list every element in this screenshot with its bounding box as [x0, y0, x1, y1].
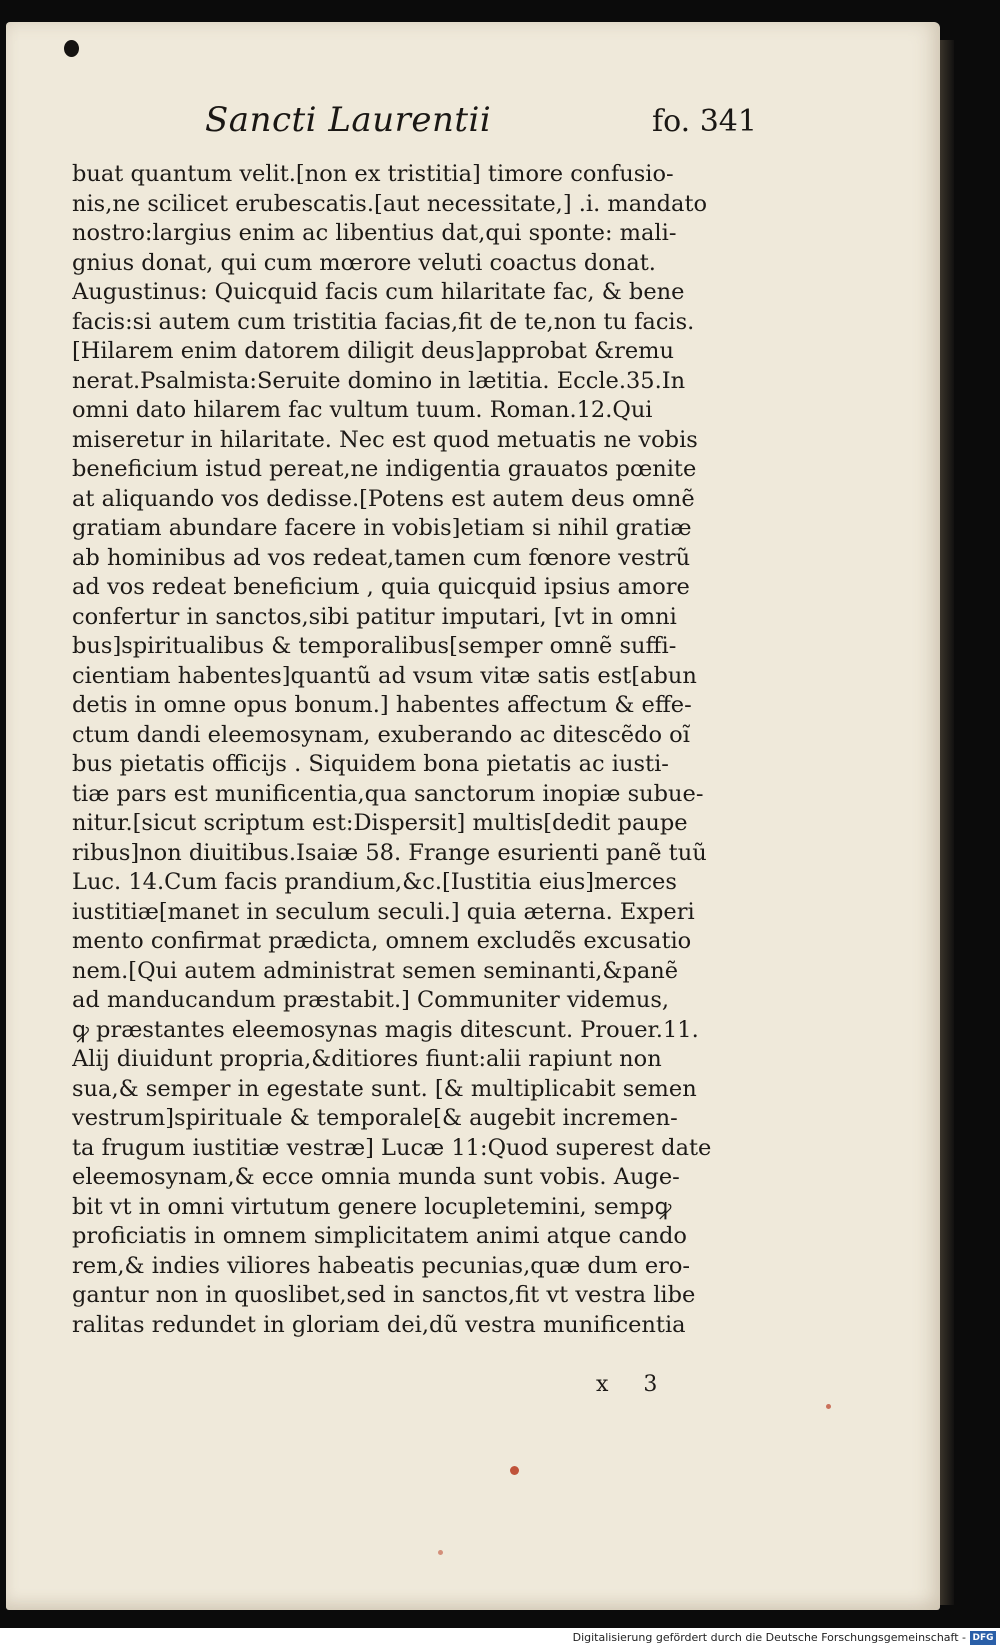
text-line: proficiatis in omnem simplicitatem animi atque cando	[72, 1223, 687, 1249]
text-line: ad manducandum præstabit.] Communiter videmus,	[72, 987, 670, 1013]
text-line: [Hilarem enim datorem diligit deus]approbat &remu	[72, 338, 674, 364]
text-line: ribus]non diuitibus.Isaiæ 58. Frange esurienti panẽ tuũ	[72, 839, 707, 866]
text-line: detis in omne opus bonum.] habentes affectum & effe-	[72, 692, 692, 718]
text-line: nitur.[sicut scriptum est:Dispersit] multis[dedit paupe	[72, 810, 688, 836]
binding-hole	[64, 40, 79, 57]
text-line: eleemosynam,& ecce omnia munda sunt vobis. Auge-	[72, 1164, 680, 1190]
text-line: at aliquando vos dedisse.[Potens est autem deus omnẽ	[72, 485, 695, 512]
text-line: Augustinus: Quicquid facis cum hilaritate fac, & bene	[72, 279, 685, 305]
text-body	[72, 160, 762, 1340]
text-line: vestrum]spirituale & temporale[& augebit incremen-	[72, 1105, 678, 1131]
text-line: ctum dandi eleemosynam, exuberando ac ditescẽdo oĩ	[72, 721, 690, 748]
running-head: Sancti Laurentii	[205, 100, 492, 140]
ink-spot	[510, 1466, 519, 1475]
text-line: bit vt in omni virtutum genere locupletemini, sempꝙ	[72, 1193, 672, 1220]
text-line: rem,& indies viliores habeatis pecunias,quæ dum ero-	[72, 1252, 691, 1279]
text-line: nem.[Qui autem administrat semen seminanti,&panẽ	[72, 957, 679, 984]
text-line: Luc. 14.Cum facis prandium,&c.[Iustitia eius]merces	[72, 869, 677, 895]
folio-number: fo. 341	[652, 104, 757, 139]
text-line: mento confirmat prædicta, omnem excludẽs excusatio	[72, 928, 692, 954]
text-line: facis:si autem cum tristitia facias,fit de te,non tu facis.	[72, 308, 695, 335]
text-line: ad vos redeat beneficium , quia quicquid ipsius amore	[72, 574, 690, 600]
text-line: bus]spiritualibus & temporalibus[semper omnẽ suffi-	[72, 633, 677, 659]
text-line: ralitas redundet in gloriam dei,dũ vestra munificentia	[72, 1311, 686, 1338]
text-line: ꝙ præstantes eleemosynas magis ditescunt. Prouer.11.	[72, 1016, 699, 1043]
text-line: gnius donat, qui cum mœrore veluti coactus donat.	[72, 249, 656, 276]
text-line: Alij diuidunt propria,&ditiores fiunt:alii rapiunt non	[72, 1046, 662, 1072]
text-line: cientiam habentes]quantũ ad vsum vitæ satis est[abun	[72, 662, 697, 689]
text-line: nerat.Psalmista:Seruite domino in lætitia. Eccle.35.In	[72, 367, 686, 394]
text-line: beneficium istud pereat,ne indigentia grauatos pœnite	[72, 456, 697, 482]
text-line: omni dato hilarem fac vultum tuum. Roman.12.Qui	[72, 397, 653, 423]
text-line: buat quantum velit.[non ex tristitia] timore confusio-	[72, 161, 674, 187]
text-line: ab hominibus ad vos redeat,tamen cum fœnore vestrũ	[72, 544, 691, 571]
digitization-credit: Digitalisierung gefördert durch die Deutsche Forschungsgemeinschaft -	[572, 1631, 966, 1644]
footer-bar	[0, 1628, 1000, 1651]
signature-mark: x 3	[596, 1372, 672, 1397]
text-line: sua,& semper in egestate sunt. [& multiplicabit semen	[72, 1075, 697, 1102]
text-line: gratiam abundare facere in vobis]etiam si nihil gratiæ	[72, 515, 692, 541]
text-line: nis,ne scilicet erubescatis.[aut necessitate,] .i. mandato	[72, 190, 708, 217]
ink-spot	[438, 1550, 443, 1555]
page-edge	[940, 40, 954, 1605]
text-line: nostro:largius enim ac libentius dat,qui sponte: mali-	[72, 220, 677, 246]
text-line: tiæ pars est munificentia,qua sanctorum inopiæ subue-	[72, 780, 704, 807]
text-line: bus pietatis officijs . Siquidem bona pietatis ac iusti-	[72, 751, 669, 777]
dfg-logo-icon: DFG	[970, 1631, 996, 1645]
text-line: ta frugum iustitiæ vestræ] Lucæ 11:Quod superest date	[72, 1134, 712, 1161]
ink-spot	[826, 1404, 831, 1409]
text-line: gantur non in quoslibet,sed in sanctos,fit vt vestra libe	[72, 1282, 696, 1308]
text-line: confertur in sanctos,sibi patitur imputari, [vt in omni	[72, 603, 677, 630]
text-line: iustitiæ[manet in seculum seculi.] quia æterna. Experi	[72, 898, 695, 925]
text-line: miseretur in hilaritate. Nec est quod metuatis ne vobis	[72, 426, 698, 453]
